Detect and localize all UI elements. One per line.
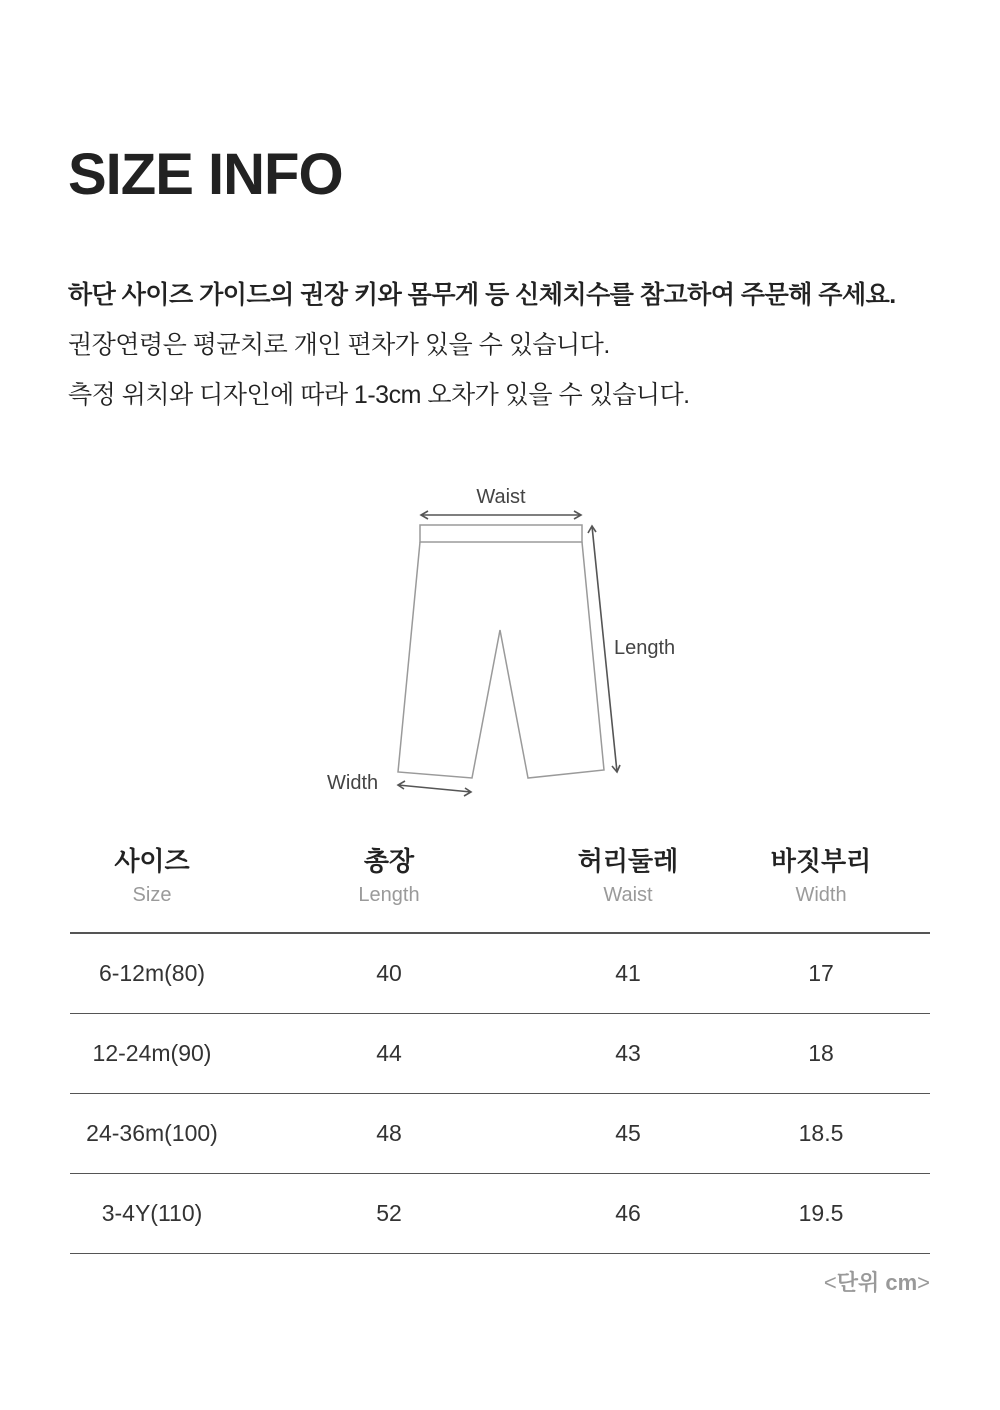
cell-length: 52 <box>376 1200 402 1226</box>
cell-size: 24-36m(100) <box>86 1120 218 1146</box>
table-row <box>70 1094 930 1174</box>
waist-arrow <box>421 511 581 519</box>
pants-legs <box>398 542 604 778</box>
header-size-ko: 사이즈 <box>114 846 190 876</box>
waistband <box>420 525 582 542</box>
width-label: Width <box>327 772 379 794</box>
header-waist <box>544 840 712 932</box>
header-length-ko: 총장 <box>363 846 415 876</box>
cell-size: 3-4Y(110) <box>101 1200 203 1226</box>
unit-note <box>824 1266 930 1297</box>
header-size-en: Size <box>132 884 172 906</box>
cell-size: 12-24m(90) <box>92 1040 212 1066</box>
cell-length: 44 <box>376 1040 402 1066</box>
table-row <box>70 1174 930 1254</box>
cell-width: 17 <box>808 960 834 986</box>
size-table <box>70 840 930 1254</box>
cell-length: 48 <box>376 1120 402 1146</box>
length-label: Length <box>614 637 676 659</box>
note-order-guide: 하단 사이즈 가이드의 권장 키와 몸무게 등 신체치수를 참고하여 주문해 주세요. <box>68 281 896 309</box>
table-row <box>70 1014 930 1094</box>
note-age-deviation: 권장연령은 평균치로 개인 편차가 있을 수 있습니다. <box>68 331 610 359</box>
header-length <box>234 840 544 932</box>
cell-width: 19.5 <box>798 1200 844 1226</box>
width-arrow <box>398 781 471 796</box>
table-header <box>70 840 930 934</box>
cell-width: 18 <box>808 1040 834 1066</box>
cell-size: 6-12m(80) <box>98 960 206 986</box>
header-width <box>712 840 930 932</box>
header-waist-en: Waist <box>603 884 653 906</box>
note-measure-error: 측정 위치와 디자인에 따라 1-3cm 오차가 있을 수 있습니다. <box>68 381 690 409</box>
header-length-en: Length <box>358 884 420 906</box>
header-waist-ko: 허리둘레 <box>577 846 679 876</box>
cell-waist: 45 <box>615 1120 641 1146</box>
pants-illustration <box>0 470 1000 810</box>
cell-waist: 46 <box>615 1200 641 1226</box>
cell-waist: 43 <box>615 1040 641 1066</box>
cell-width: 18.5 <box>798 1120 844 1146</box>
header-size <box>70 840 234 932</box>
page-title: SIZE INFO <box>68 142 343 207</box>
table-row <box>70 934 930 1014</box>
cell-waist: 41 <box>615 960 641 986</box>
unit-open: < <box>823 1270 837 1295</box>
header-width-ko: 바짓부리 <box>770 846 872 876</box>
pants-outline <box>398 525 604 778</box>
waist-label: Waist <box>476 486 526 508</box>
header-width-en: Width <box>795 884 847 906</box>
cell-length: 40 <box>376 960 402 986</box>
pants-diagram <box>0 470 1000 810</box>
unit-value: cm <box>885 1270 918 1295</box>
unit-label: 단위 <box>836 1270 880 1295</box>
size-notes <box>68 270 948 420</box>
unit-close: > <box>917 1270 930 1295</box>
